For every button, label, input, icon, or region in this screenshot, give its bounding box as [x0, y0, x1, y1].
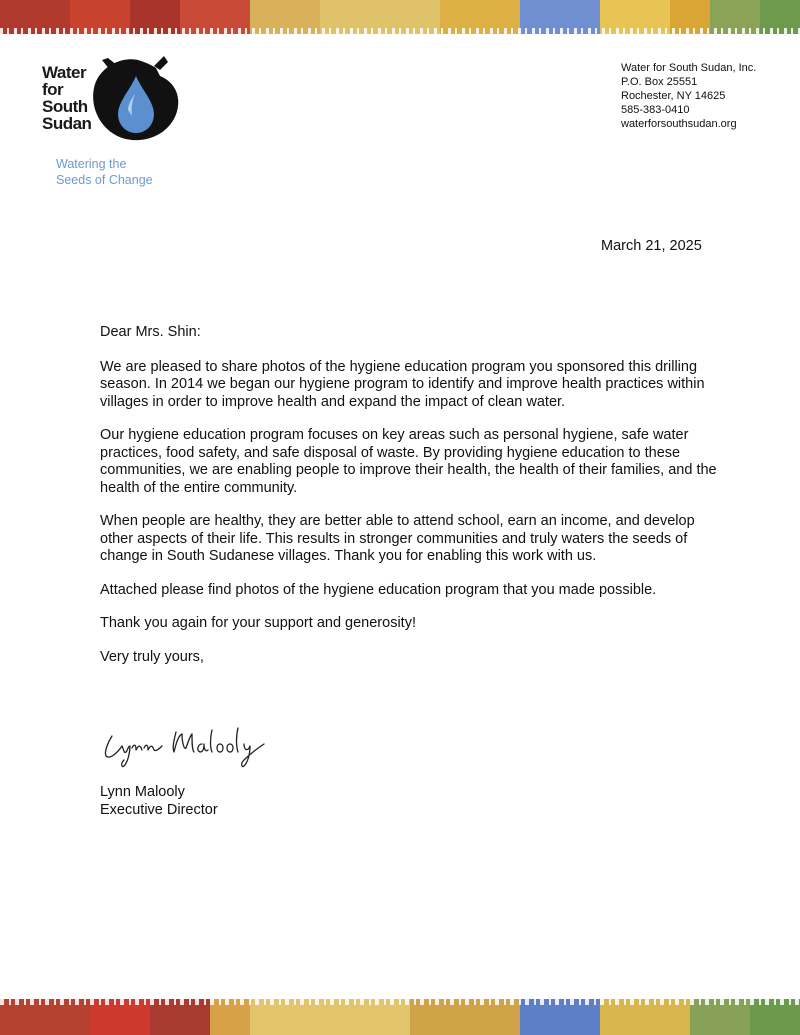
body-paragraph: Attached please find photos of the hygiene education program that you made possible.: [100, 581, 657, 598]
signer-block: [100, 783, 218, 819]
return-address: [621, 61, 756, 131]
hands-water-drop-icon: [90, 54, 190, 144]
body-paragraph: We are pleased to share photos of the hygiene education program you sponsored this drilling season. In 2014 we began our hygiene program to identify and improve health practices within villages in order to improve health and expand the impact of clean water.: [100, 358, 705, 410]
letter-body: [100, 324, 720, 682]
organization-tagline: [56, 156, 153, 188]
body-paragraph: Thank you again for your support and generosity!: [100, 615, 416, 631]
organization-logo: [40, 54, 190, 144]
address-po-box: P.O. Box 25551: [621, 76, 698, 88]
closing: Very truly yours,: [100, 648, 204, 665]
tagline-line: Watering the: [56, 157, 127, 171]
address-city-state-zip: Rochester, NY 14625: [621, 90, 726, 102]
handwritten-signature: [98, 722, 273, 772]
address-org-name: Water for South Sudan, Inc.: [621, 62, 757, 74]
address-website: waterforsouthsudan.org: [621, 118, 737, 130]
top-decorative-band: [0, 0, 800, 34]
logo-line: Sudan: [42, 114, 92, 133]
body-paragraph: Our hygiene education program focuses on key areas such as personal hygiene, safe water practices, food safety, and safe disposal of waste. By providing hygiene education to these communities, we are enabling people to improve their health, the health of their families, and the health of the entire community.: [100, 427, 717, 496]
signer-name: Lynn Malooly: [100, 784, 185, 800]
logo-line: South: [42, 97, 88, 116]
body-paragraph: When people are healthy, they are better able to attend school, earn an income, and develop other aspects of their life. This results in stronger communities and truly waters the seeds of change in South Sudanese villages. Thank you for enabling this work with us.: [100, 513, 695, 564]
bottom-decorative-band: [0, 999, 800, 1035]
logo-line: Water: [42, 63, 87, 82]
logo-line: for: [42, 80, 64, 99]
signer-title: Executive Director: [100, 802, 218, 818]
address-phone: 585-383-0410: [621, 104, 690, 116]
salutation: Dear Mrs. Shin:: [100, 324, 201, 340]
tagline-line: Seeds of Change: [56, 173, 153, 187]
letter-date: March 21, 2025: [601, 238, 702, 254]
